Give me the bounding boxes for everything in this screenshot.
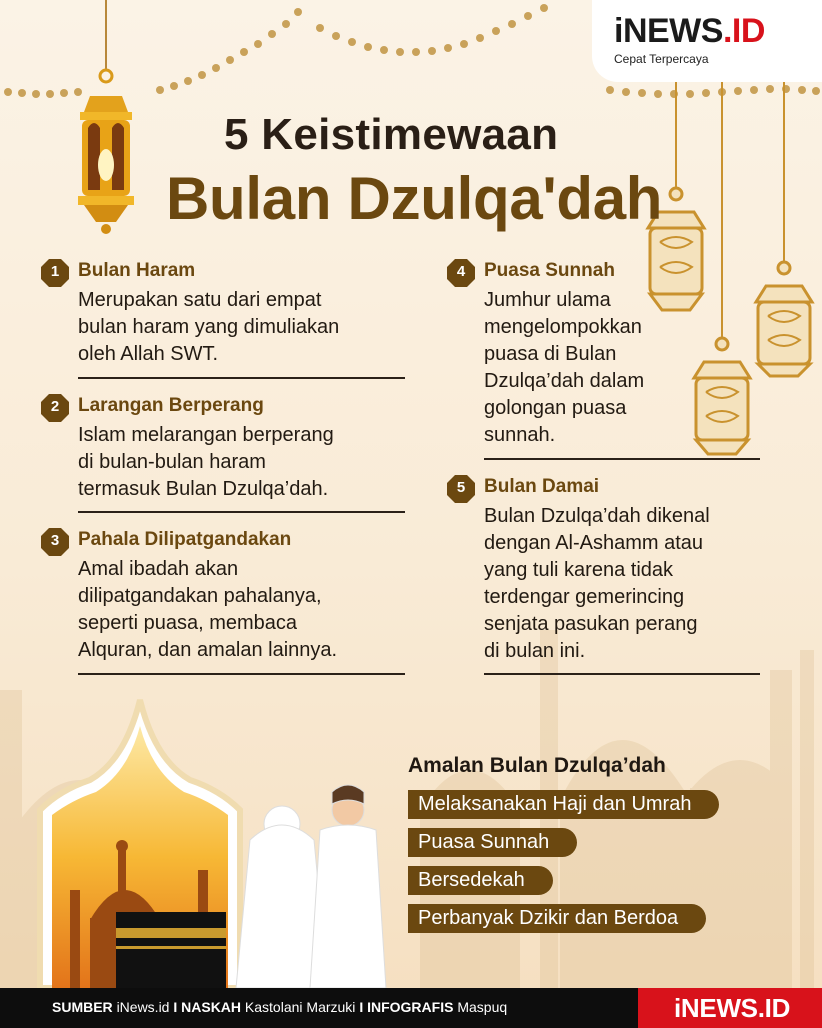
point-description bbox=[78, 556, 337, 664]
point-heading: Pahala Dilipatgandakan bbox=[78, 529, 292, 550]
number-badge bbox=[40, 393, 70, 423]
number-badge-label: 3 bbox=[50, 532, 60, 549]
logo-brand-main: iNEWS bbox=[614, 12, 723, 50]
point-description-line: Jumhur ulama bbox=[484, 289, 611, 311]
point-description-line: bulan haram yang dimuliakan bbox=[78, 316, 340, 338]
point-description bbox=[78, 287, 339, 368]
amalan-item: Bersedekah bbox=[408, 866, 553, 895]
point-description-line: Amal ibadah akan bbox=[78, 558, 239, 580]
number-badge bbox=[40, 527, 70, 557]
footer-naskah-value: Kastolani Marzuki bbox=[244, 999, 356, 1015]
point-description-line: dengan Al-Ashamm atau bbox=[484, 532, 704, 554]
point-description-line: Merupakan satu dari empat bbox=[78, 289, 322, 311]
amalan-item: Perbanyak Dzikir dan Berdoa bbox=[408, 904, 706, 933]
logo-wordmark bbox=[614, 12, 822, 50]
title-line-2: Bulan Dzulqa'dah bbox=[166, 165, 663, 232]
point-description-line: yang tuli karena tidak bbox=[484, 559, 674, 581]
point-description-line: di bulan ini. bbox=[484, 640, 586, 662]
point-description-line: termasuk Bulan Dzulqa’dah. bbox=[78, 478, 329, 500]
number-badge bbox=[446, 474, 476, 504]
golden-lantern-decoration bbox=[70, 0, 142, 240]
point-description-line: Alquran, dan amalan lainnya. bbox=[78, 639, 338, 661]
footer-sumber-label: SUMBER bbox=[52, 999, 113, 1015]
point-heading: Puasa Sunnah bbox=[484, 260, 615, 281]
kaaba-pilgrims-illustration bbox=[30, 680, 410, 988]
amalan-title: Amalan Bulan Dzulqa’dah bbox=[408, 754, 666, 777]
divider bbox=[78, 377, 405, 379]
logo-tagline: Cepat Terpercaya bbox=[614, 52, 709, 66]
point-description-line: Bulan Dzulqa’dah dikenal bbox=[484, 505, 710, 527]
number-badge bbox=[446, 258, 476, 288]
point-heading: Larangan Berperang bbox=[78, 395, 264, 416]
footer-infografis-label: INFOGRAFIS bbox=[367, 999, 454, 1015]
amalan-item: Puasa Sunnah bbox=[408, 828, 577, 857]
point-description-line: sunnah. bbox=[484, 424, 556, 446]
point-description bbox=[78, 422, 334, 503]
footer-sumber-value: iNews.id bbox=[116, 999, 170, 1015]
title-line-1: 5 Keistimewaan bbox=[224, 110, 559, 159]
inews-logo bbox=[592, 0, 822, 82]
footer-bar bbox=[0, 988, 822, 1028]
number-badge-label: 4 bbox=[456, 263, 466, 280]
divider bbox=[78, 673, 405, 675]
footer-separator: I bbox=[359, 999, 364, 1015]
point-description-line: golongan puasa bbox=[484, 397, 627, 419]
point-description-line: seperti puasa, membaca bbox=[78, 612, 298, 634]
divider bbox=[484, 458, 760, 460]
point-description-line: Islam melarangan berperang bbox=[78, 424, 334, 446]
point-heading: Bulan Haram bbox=[78, 260, 196, 281]
point-description-line: terdengar gemerincing bbox=[484, 586, 685, 608]
point-description bbox=[484, 287, 644, 449]
point-description-line: di bulan-bulan haram bbox=[78, 451, 266, 473]
point-description bbox=[484, 503, 710, 665]
footer-credits bbox=[52, 999, 507, 1015]
number-badge-label: 1 bbox=[50, 263, 60, 280]
number-badge-label: 5 bbox=[456, 479, 466, 496]
point-description-line: mengelompokkan bbox=[484, 316, 642, 338]
number-badge bbox=[40, 258, 70, 288]
footer-separator: I bbox=[173, 999, 178, 1015]
number-badge-label: 2 bbox=[50, 398, 60, 415]
divider bbox=[78, 511, 405, 513]
point-heading: Bulan Damai bbox=[484, 476, 600, 497]
divider bbox=[484, 673, 760, 675]
hanging-lanterns-decoration bbox=[640, 82, 822, 462]
point-description-line: dilipatgandakan pahalanya, bbox=[78, 585, 322, 607]
logo-brand-id: .ID bbox=[722, 12, 765, 50]
footer-logo: iNEWS.ID bbox=[638, 988, 822, 1028]
footer-infografis-value: Maspuq bbox=[457, 999, 508, 1015]
point-description-line: senjata pasukan perang bbox=[484, 613, 698, 635]
footer-naskah-label: NASKAH bbox=[181, 999, 242, 1015]
point-description-line: oleh Allah SWT. bbox=[78, 343, 219, 365]
point-description-line: Dzulqa’dah dalam bbox=[484, 370, 645, 392]
point-description-line: puasa di Bulan bbox=[484, 343, 617, 365]
amalan-item: Melaksanakan Haji dan Umrah bbox=[408, 790, 719, 819]
